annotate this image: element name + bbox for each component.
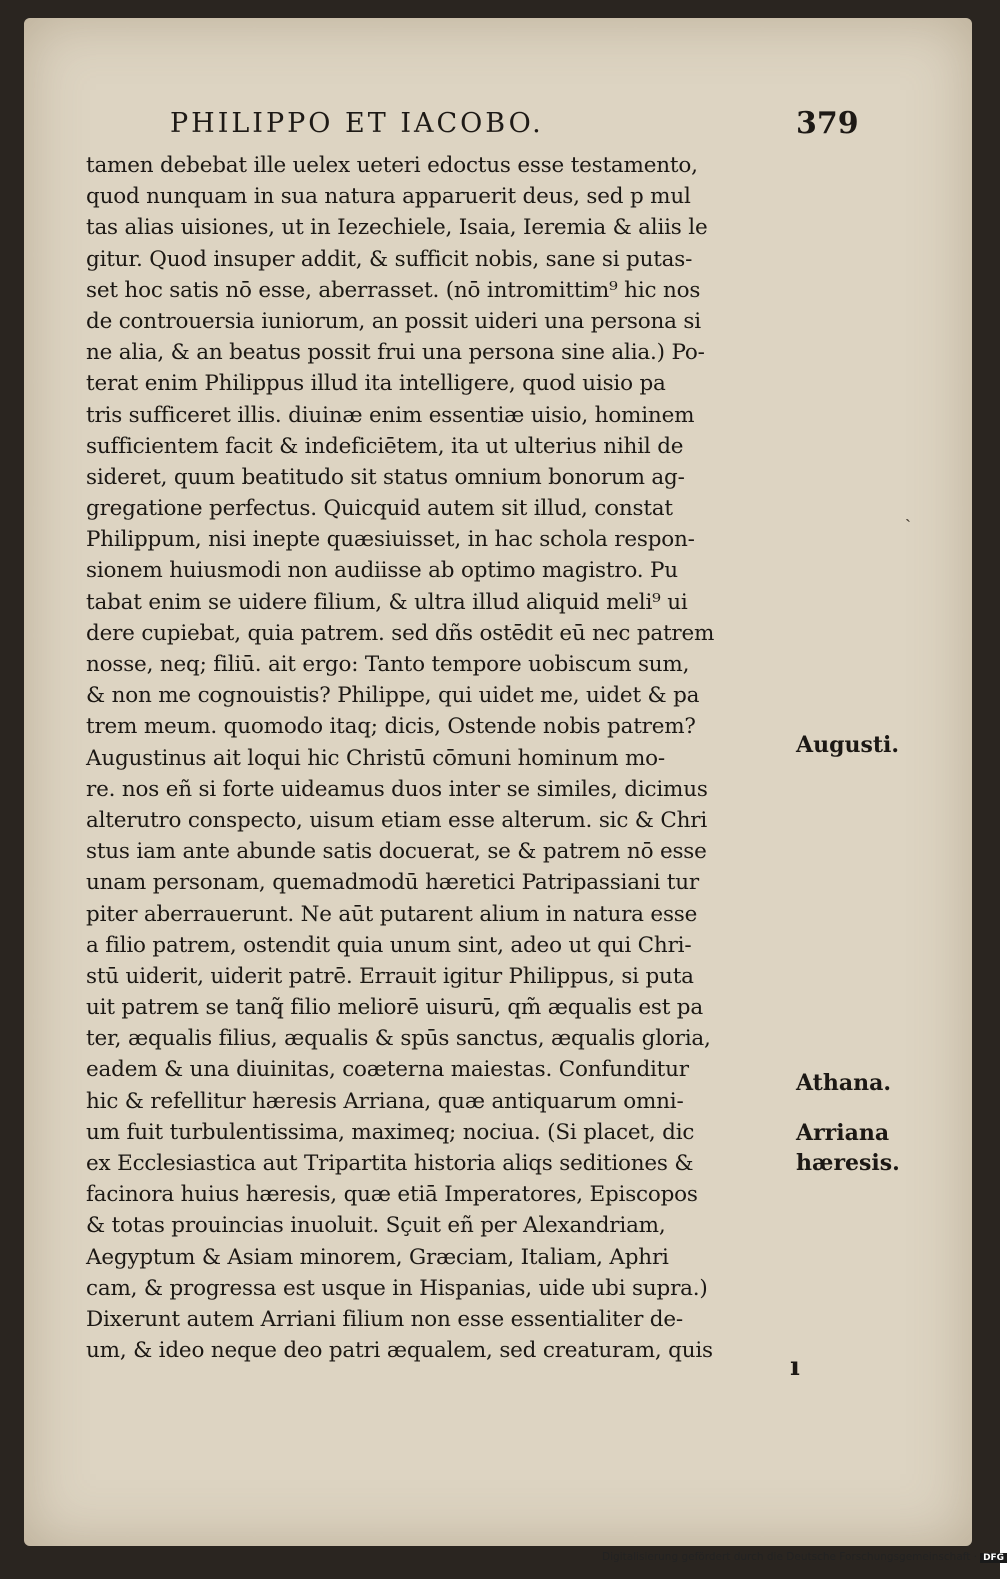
text-line: gitur. Quod insuper addit, & sufficit nobis, sane si putas- — [86, 246, 693, 272]
text-line: ex Ecclesiastica aut Tripartita historia aliqs seditiones & — [86, 1151, 694, 1176]
text-line: re. nos eñ si forte uideamus duos inter se similes, dicimus — [86, 776, 708, 802]
text-line: eadem & una diuinitas, coæterna maiestas. Confunditur — [86, 1057, 689, 1083]
marginal-note-athanasius: Athana. — [796, 1070, 892, 1096]
text-line: tamen debebat ille uelex ueteri edoctus esse testamento, — [86, 153, 698, 178]
running-head: PHILIPPO ET IACOBO. — [170, 108, 544, 139]
marginal-note-augustinus: Augusti. — [796, 732, 900, 758]
text-line: tas alias uisiones, ut in Iezechiele, Isaia, Ieremia & aliis le — [86, 215, 708, 241]
digitization-footer — [602, 1551, 1007, 1563]
text-line: trem meum. quomodo itaq; dicis, Ostende nobis patrem? — [86, 714, 696, 740]
text-line: sionem huiusmodi non audiisse ab optimo magistro. Pu — [86, 558, 678, 584]
text-line: hic & refellitur hæresis Arriana, quæ antiquarum omni- — [86, 1088, 684, 1114]
text-line: unam personam, quemadmodū hæretici Patripassiani tur — [86, 870, 699, 896]
text-line: um fuit turbulentissima, maximeq; nociua. (Si placet, dic — [86, 1119, 695, 1145]
text-line: & non me cognouistis? Philippe, qui uidet me, uidet & pa — [86, 683, 700, 709]
text-line: Philippum, nisi inepte quæsiuisset, in hac schola respon- — [86, 527, 695, 553]
body-text — [86, 150, 801, 1366]
text-line: ne alia, & an beatus possit frui una persona sine alia.) Po- — [86, 340, 705, 366]
text-line: a filio patrem, ostendit quia unum sint, adeo ut qui Chri- — [86, 932, 692, 958]
ink-mark-icon: ı — [790, 1352, 800, 1382]
text-line: cam, & progressa est usque in Hispanias, uide ubi supra.) — [86, 1275, 708, 1301]
text-line: piter aberrauerunt. Ne aūt putarent alium in natura esse — [86, 901, 698, 927]
marginal-note-arriana-line1: Arriana — [796, 1120, 890, 1146]
text-line: gregatione perfectus. Quicquid autem sit illud, constat — [86, 496, 673, 522]
page-number: 379 — [796, 106, 859, 141]
dfg-logo: DFG — [980, 1553, 1007, 1563]
ink-mark-icon: ˎ — [905, 502, 911, 523]
text-line: Dixerunt autem Arriani filium non esse essentialiter de- — [86, 1306, 683, 1332]
text-line: uit patrem se tanq̃ filio meliorē uisurū, qm̃ æqualis est pa — [86, 995, 703, 1021]
text-line: um, & ideo neque deo patri æqualem, sed creaturam, quis — [86, 1338, 713, 1364]
text-line: tris sufficeret illis. diuinæ enim essentiæ uisio, hominem — [86, 402, 695, 428]
text-line: sideret, quum beatitudo sit status omnium bonorum ag- — [86, 464, 685, 490]
text-line: sufficientem facit & indeficiētem, ita ut ulterius nihil de — [86, 433, 684, 459]
text-line: Aegyptum & Asiam minorem, Græciam, Italiam, Aphri — [86, 1244, 669, 1270]
text-line: de controuersia iuniorum, an possit uideri una persona si — [86, 308, 701, 334]
text-line: ter, æqualis filius, æqualis & spūs sanctus, æqualis gloria, — [86, 1026, 711, 1052]
text-line: terat enim Philippus illud ita intelligere, quod uisio pa — [86, 371, 666, 397]
text-line: & totas prouincias inuoluit. Sçuit eñ per Alexandriam, — [86, 1213, 666, 1239]
text-line: stū uiderit, uiderit patrē. Errauit igitur Philippus, si puta — [86, 963, 694, 989]
text-line: quod nunquam in sua natura apparuerit deus, sed p mul — [86, 184, 691, 210]
footer-text: Digitalisierung gefördert durch die Deutsche Forschungsgemeinschaft · — [602, 1551, 978, 1563]
text-line: set hoc satis nō esse, aberrasset. (nō intromittim⁹ hic nos — [86, 277, 701, 303]
text-line: alterutro conspecto, uisum etiam esse alterum. sic & Chri — [86, 807, 708, 833]
text-line: dere cupiebat, quia patrem. sed dñs ostēdit eū nec patrem — [86, 620, 715, 646]
text-line: facinora huius hæresis, quæ etiā Imperatores, Episcopos — [86, 1182, 698, 1208]
marginal-note-arriana — [796, 1118, 900, 1178]
text-line: nosse, neq; filiū. ait ergo: Tanto tempore uobiscum sum, — [86, 652, 690, 677]
text-line: tabat enim se uidere filium, & ultra illud aliquid meli⁹ ui — [86, 589, 688, 615]
text-line: stus iam ante abunde satis docuerat, se & patrem nō esse — [86, 839, 707, 865]
text-line: Augustinus ait loqui hic Christū cōmuni hominum mo- — [86, 745, 665, 771]
marginal-note-arriana-line2: hæresis. — [796, 1150, 900, 1176]
